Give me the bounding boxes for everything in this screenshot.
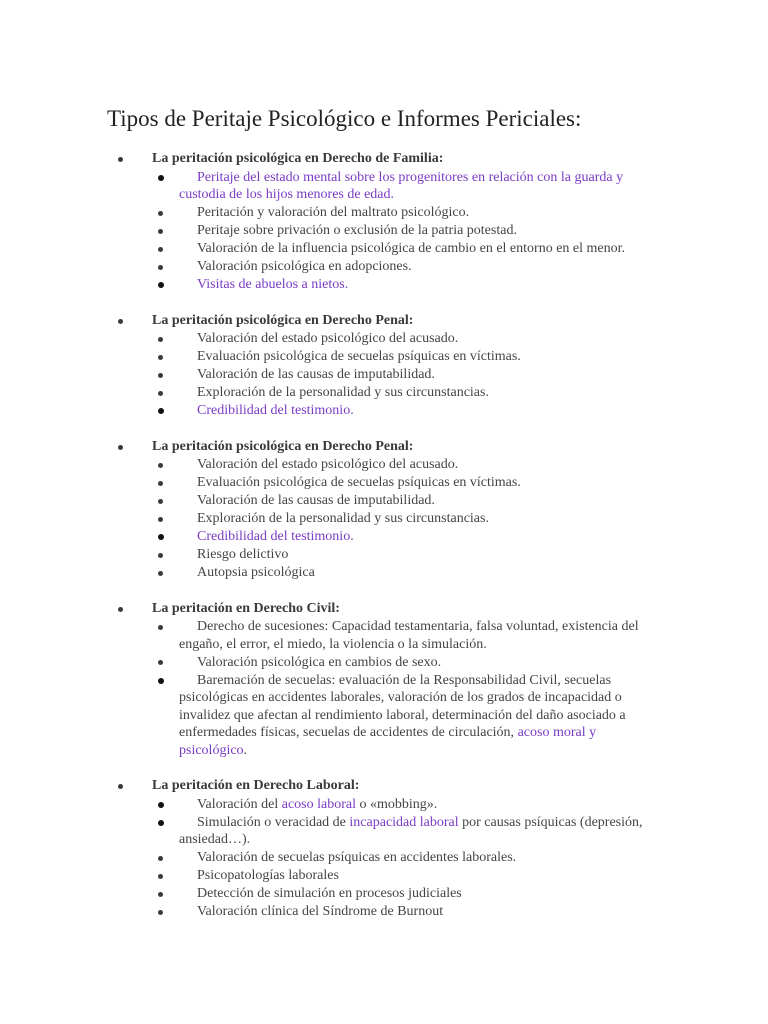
- section-heading-text: La peritación psicológica en Derecho de Familia:: [152, 151, 444, 166]
- list-item: [0, 564, 768, 582]
- list-item-text: [179, 367, 435, 382]
- item-text: Evaluación psicológica de secuelas psíquicas en víctimas.: [197, 475, 521, 490]
- item-text-suffix: .: [390, 187, 395, 202]
- list-item-text: [179, 223, 517, 238]
- bullet-icon: [158, 282, 164, 288]
- list-item-text: [179, 850, 516, 865]
- item-text: Simulación o veracidad de: [197, 814, 350, 830]
- bullet-icon: [158, 355, 163, 360]
- item-text: Valoración del estado psicológico del acusado.: [197, 457, 459, 472]
- list-item-text: [179, 565, 315, 580]
- item-text: Peritación y valoración del maltrato psicológico.: [197, 205, 470, 220]
- item-text: Valoración de las causas de imputabilidad.: [197, 367, 435, 382]
- list-item-text: [179, 868, 339, 883]
- list-item-text: [179, 904, 443, 919]
- bullet-icon: [158, 517, 163, 522]
- list-item: [0, 456, 768, 474]
- item-text: Autopsia psicológica: [197, 565, 315, 580]
- list-item: [0, 849, 768, 867]
- item-text: Exploración de la personalidad y sus circunstancias.: [197, 385, 489, 400]
- item-text: Valoración psicológica en adopciones.: [197, 259, 412, 274]
- list-item-text: [179, 815, 643, 848]
- bullet-icon: [158, 391, 163, 396]
- item-text-suffix: o «mobbing».: [356, 796, 438, 812]
- bullet-icon: [158, 874, 163, 879]
- list-item: [0, 204, 768, 222]
- list-item: [0, 814, 768, 849]
- list-item: [0, 654, 768, 672]
- list-item: [0, 510, 768, 528]
- list-item-text: [179, 673, 626, 758]
- item-text: Valoración de secuelas psíquicas en accidentes laborales.: [197, 850, 517, 865]
- list-item: [0, 885, 768, 903]
- item-text: Valoración de las causas de imputabilidad.: [197, 493, 435, 508]
- list-item: [0, 240, 768, 258]
- bullet-list: [0, 796, 768, 921]
- section-heading: [0, 312, 768, 330]
- section-heading-text: La peritación en Derecho Laboral:: [152, 778, 360, 793]
- list-item: [0, 618, 768, 653]
- section-heading-text: La peritación en Derecho Civil:: [152, 600, 340, 616]
- item-text: Baremación de secuelas: evaluación de la Responsabilidad Civil, secuelas psicológicas en accidentes laborales, valoración de los grados de incapacidad o invalidez que afectan al rendimiento laboral, determinación del daño asociado a enfermedades físicas, secuelas de accidentes de circulación,: [179, 672, 626, 740]
- bullet-icon: [158, 820, 164, 826]
- list-item-text: [179, 349, 521, 364]
- bullet-icon: [158, 499, 163, 504]
- bullet-list: [0, 169, 768, 294]
- section-heading: [0, 600, 768, 618]
- item-text: Valoración psicológica en cambios de sexo.: [197, 654, 442, 670]
- list-item-text: [179, 886, 462, 901]
- list-item-text: [179, 529, 354, 544]
- list-item: [0, 903, 768, 921]
- list-item: [0, 222, 768, 240]
- section-heading: [0, 777, 768, 795]
- item-link[interactable]: Peritaje del estado mental sobre los progenitores en relación con la guarda y custodia de los hijos menores de edad: [179, 169, 624, 202]
- list-item-text: [179, 205, 469, 220]
- list-item-text: [179, 457, 458, 472]
- item-text: Valoración del estado psicológico del acusado.: [197, 331, 459, 346]
- bullet-icon: [158, 481, 163, 486]
- section-heading-text: La peritación psicológica en Derecho Penal:: [152, 312, 414, 328]
- item-text-suffix: .: [350, 529, 354, 544]
- item-text-suffix: por causas psíquicas (depresión, ansiedad…).: [179, 814, 643, 847]
- list-item: [0, 276, 768, 294]
- list-item-text: [179, 241, 625, 256]
- item-link[interactable]: Credibilidad del testimonio: [197, 529, 351, 544]
- list-item: [0, 492, 768, 510]
- bullet-icon: [118, 607, 123, 612]
- document-body: [0, 150, 768, 939]
- bullet-icon: [158, 247, 163, 252]
- bullet-icon: [158, 408, 164, 414]
- section-0: [0, 150, 768, 294]
- bullet-icon: [118, 445, 123, 450]
- list-item-text: [179, 493, 435, 508]
- bullet-icon: [158, 265, 163, 270]
- list-item-text: [179, 547, 288, 562]
- item-text: Valoración del: [197, 796, 282, 812]
- list-item-text: [179, 619, 639, 652]
- list-item-text: [179, 475, 521, 490]
- item-text: Peritaje sobre privación o exclusión de la patria potestad.: [197, 223, 517, 238]
- list-item: [0, 528, 768, 546]
- page-title: Tipos de Peritaje Psicológico e Informes Periciales:: [107, 106, 582, 131]
- section-heading: [0, 438, 768, 456]
- list-item: [0, 796, 768, 814]
- item-text: Detección de simulación en procesos judiciales: [197, 886, 462, 901]
- item-text-suffix: .: [243, 742, 248, 758]
- item-link[interactable]: acoso laboral: [281, 796, 356, 812]
- item-text: Psicopatologías laborales: [197, 868, 339, 883]
- bullet-icon: [158, 534, 164, 540]
- bullet-list: [0, 456, 768, 582]
- list-item: [0, 867, 768, 885]
- item-link[interactable]: Visitas de abuelos a nietos: [197, 277, 345, 292]
- list-item: [0, 330, 768, 348]
- list-item-text: [179, 277, 348, 292]
- bullet-icon: [158, 463, 163, 468]
- bullet-icon: [158, 678, 164, 684]
- section-3: [0, 600, 768, 760]
- item-text-suffix: .: [344, 277, 349, 292]
- bullet-list: [0, 330, 768, 420]
- list-item: [0, 258, 768, 276]
- list-item: [0, 366, 768, 384]
- list-item-text: [179, 259, 412, 274]
- bullet-icon: [158, 337, 163, 342]
- item-text: Evaluación psicológica de secuelas psíquicas en víctimas.: [197, 349, 521, 364]
- bullet-icon: [158, 660, 163, 665]
- list-item: [0, 384, 768, 402]
- bullet-icon: [158, 856, 163, 861]
- bullet-icon: [118, 319, 123, 324]
- item-text: Valoración de la influencia psicológica de cambio en el entorno en el menor.: [197, 241, 626, 256]
- item-link[interactable]: acoso moral y psicológico: [179, 725, 597, 758]
- item-text: Riesgo delictivo: [197, 547, 289, 562]
- list-item-text: [179, 170, 623, 203]
- bullet-icon: [158, 553, 163, 558]
- section-2: [0, 438, 768, 582]
- section-heading-text: La peritación psicológica en Derecho Penal:: [152, 438, 414, 454]
- list-item-text: [179, 797, 437, 812]
- bullet-icon: [158, 211, 163, 216]
- bullet-icon: [158, 625, 163, 630]
- list-item-text: [179, 403, 354, 418]
- list-item-text: [179, 511, 489, 526]
- item-text: Exploración de la personalidad y sus circunstancias.: [197, 511, 489, 526]
- item-link[interactable]: incapacidad laboral: [349, 814, 459, 830]
- item-link[interactable]: Credibilidad del testimonio: [197, 403, 351, 418]
- list-item-text: [179, 655, 441, 670]
- bullet-icon: [158, 910, 163, 915]
- item-text: Derecho de sucesiones: Capacidad testamentaria, falsa voluntad, existencia del engaño, el error, el miedo, la violencia o la simulación.: [179, 619, 639, 652]
- bullet-icon: [158, 802, 164, 808]
- list-item: [0, 402, 768, 420]
- section-heading: [0, 150, 768, 168]
- bullet-icon: [118, 784, 123, 789]
- bullet-icon: [158, 175, 164, 181]
- list-item: [0, 672, 768, 760]
- list-item-text: [179, 385, 489, 400]
- bullet-icon: [158, 892, 163, 897]
- list-item: [0, 348, 768, 366]
- list-item-text: [179, 331, 458, 346]
- section-4: [0, 777, 768, 921]
- item-text-suffix: .: [350, 403, 354, 418]
- bullet-icon: [158, 373, 163, 378]
- bullet-list: [0, 618, 768, 759]
- bullet-icon: [158, 571, 163, 576]
- bullet-icon: [118, 157, 123, 162]
- list-item: [0, 546, 768, 564]
- list-item: [0, 474, 768, 492]
- bullet-icon: [158, 229, 163, 234]
- item-text: Valoración clínica del Síndrome de Burnout: [197, 904, 444, 919]
- section-1: [0, 312, 768, 420]
- list-item: [0, 169, 768, 204]
